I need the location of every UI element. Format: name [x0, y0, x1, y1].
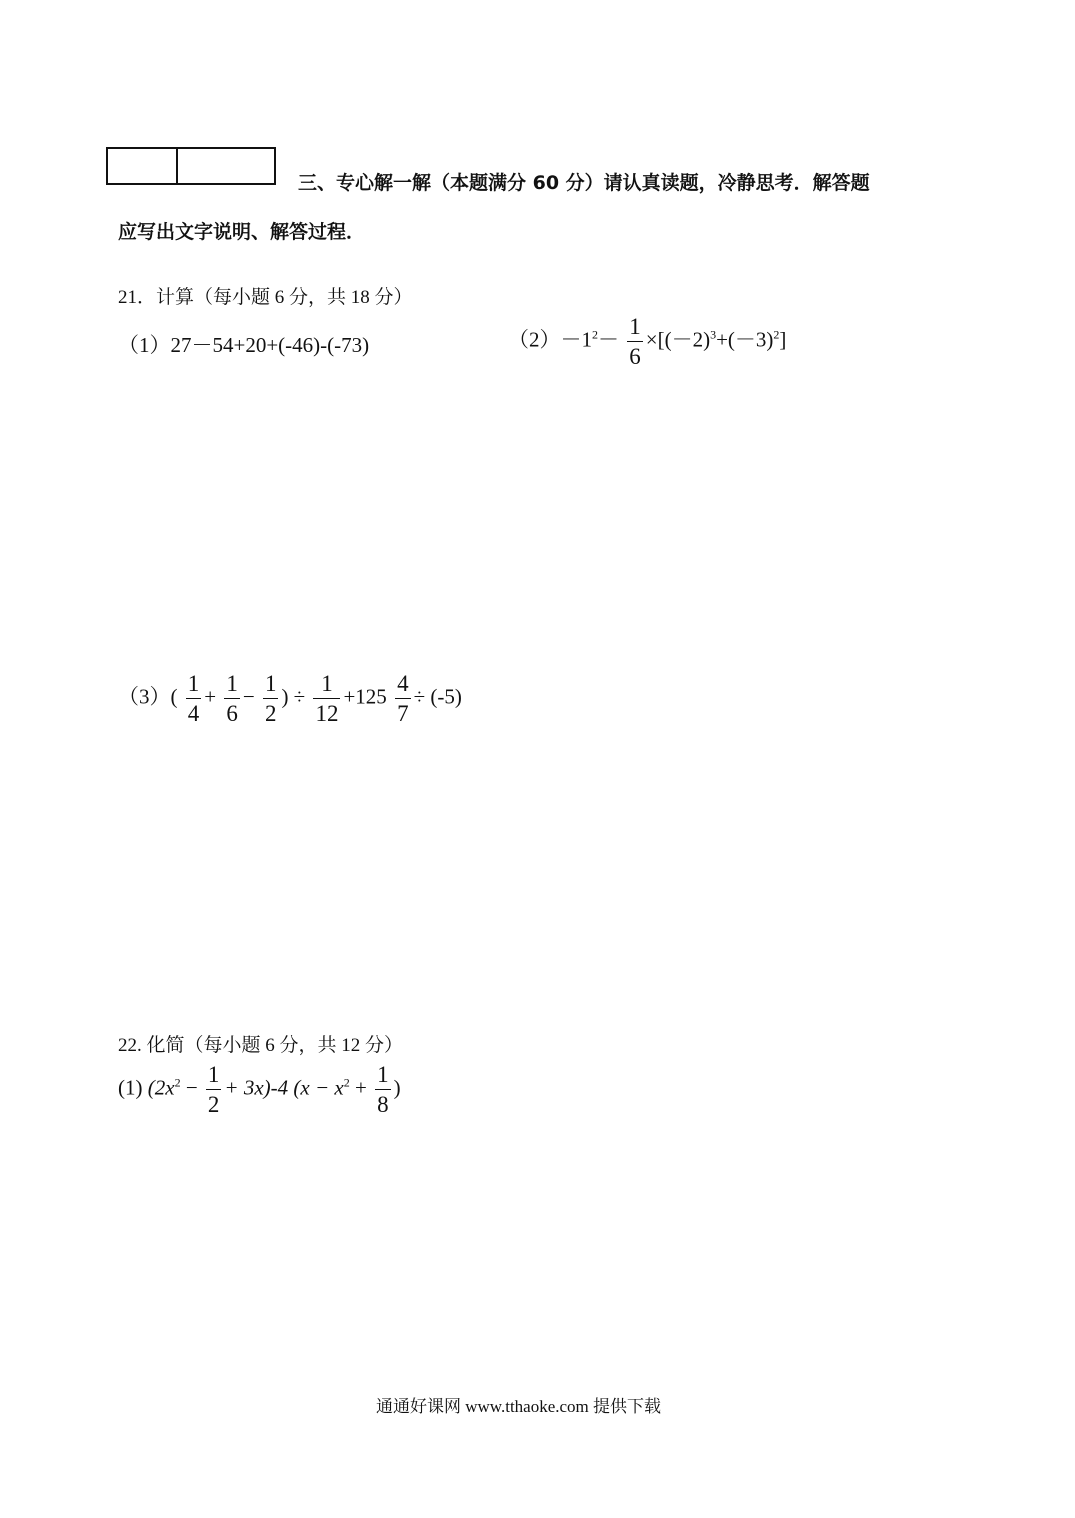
- q21-part3-close-div: ) ÷: [281, 684, 306, 709]
- q21-part2: [508, 315, 786, 368]
- q21-part3-fraction-4: [313, 672, 340, 725]
- q21-part3-fraction-2: [224, 672, 240, 725]
- q21-part3-op2: −: [242, 684, 255, 709]
- q21-part3-tail: ÷ (-5): [413, 684, 462, 709]
- q21-part2-minus: －: [598, 327, 619, 352]
- q21-part3: [118, 672, 462, 725]
- fraction-denominator: 12: [313, 698, 340, 725]
- q22-part1: [118, 1063, 401, 1116]
- q21-part3-open: (: [170, 684, 178, 709]
- q22-part1-open: (2x: [147, 1075, 175, 1100]
- q22-part1-mid: + 3x)-4 (x − x: [224, 1075, 344, 1100]
- q21-part3-label: （3）: [118, 684, 171, 709]
- q21-part1-label: （1）: [118, 333, 171, 357]
- q22-part1-label: (1): [118, 1075, 143, 1100]
- fraction-numerator: 4: [397, 671, 409, 696]
- q21-part3-op1: +: [204, 684, 217, 709]
- q21-part2-rest-c: ]: [779, 327, 787, 352]
- q22-title: 22. 化简（每小题 6 分，共 12 分）: [118, 1035, 404, 1056]
- fraction-denominator: 2: [263, 698, 279, 725]
- footer-text: 通通好课网 www.tthaoke.com 提供下载: [376, 1397, 662, 1416]
- fraction-numerator: 1: [226, 671, 238, 696]
- score-box: [106, 147, 276, 185]
- q21-part2-prefix: －1: [560, 327, 592, 352]
- q21-title: 21．计算（每小题 6 分，共 18 分）: [118, 287, 413, 308]
- fraction-numerator: 1: [207, 1062, 220, 1087]
- q22-part1-fraction-1: [206, 1063, 222, 1116]
- q22-part1-exp2: 2: [343, 1075, 350, 1090]
- section-heading-line2: 应写出文字说明、解答过程．: [118, 221, 366, 243]
- q21-part1: [118, 329, 369, 359]
- q21-part2-rest-a: ×[(－2): [645, 327, 711, 352]
- fraction-numerator: 1: [377, 1062, 389, 1087]
- q22-part1-exp1: 2: [174, 1075, 181, 1090]
- q21-part2-exp-b: 3: [710, 327, 717, 342]
- q22-part1-plus: +: [349, 1075, 367, 1100]
- fraction-numerator: 1: [321, 671, 333, 696]
- q22-part1-fraction-2: [375, 1063, 391, 1116]
- fraction-numerator: 1: [629, 314, 641, 339]
- fraction-denominator: 8: [375, 1089, 391, 1116]
- q21-part2-fraction: [627, 315, 643, 368]
- fraction-denominator: 6: [627, 341, 643, 368]
- q21-part2-exp: 2: [592, 327, 598, 342]
- q22-part1-minus: −: [180, 1075, 198, 1100]
- q21-part3-fraction-5: [395, 672, 411, 725]
- q21-part2-rest-b: +(－3): [716, 327, 774, 352]
- fraction-denominator: 7: [395, 698, 411, 725]
- fraction-numerator: 1: [264, 671, 277, 696]
- fraction-denominator: 2: [206, 1089, 222, 1116]
- fraction-denominator: 6: [224, 698, 240, 725]
- score-box-cell-2: [178, 149, 274, 183]
- fraction-denominator: 4: [186, 698, 202, 725]
- q22-part1-close: ): [393, 1075, 401, 1100]
- section-heading-line1: 三、专心解一解（本题满分 60 分）请认真读题，冷静思考．解答题: [298, 172, 870, 194]
- q21-part2-label: （2）: [508, 327, 561, 352]
- q21-part2-exp-c: 2: [773, 327, 780, 342]
- q21-part1-expr: 27－54+20+(-46)-(-73): [170, 333, 370, 357]
- q21-part3-fraction-3: [263, 672, 279, 725]
- q21-part3-mixed-whole: +125: [343, 684, 387, 709]
- fraction-numerator: 1: [187, 671, 200, 696]
- score-box-cell-1: [108, 149, 178, 183]
- q21-part3-fraction-1: [186, 672, 202, 725]
